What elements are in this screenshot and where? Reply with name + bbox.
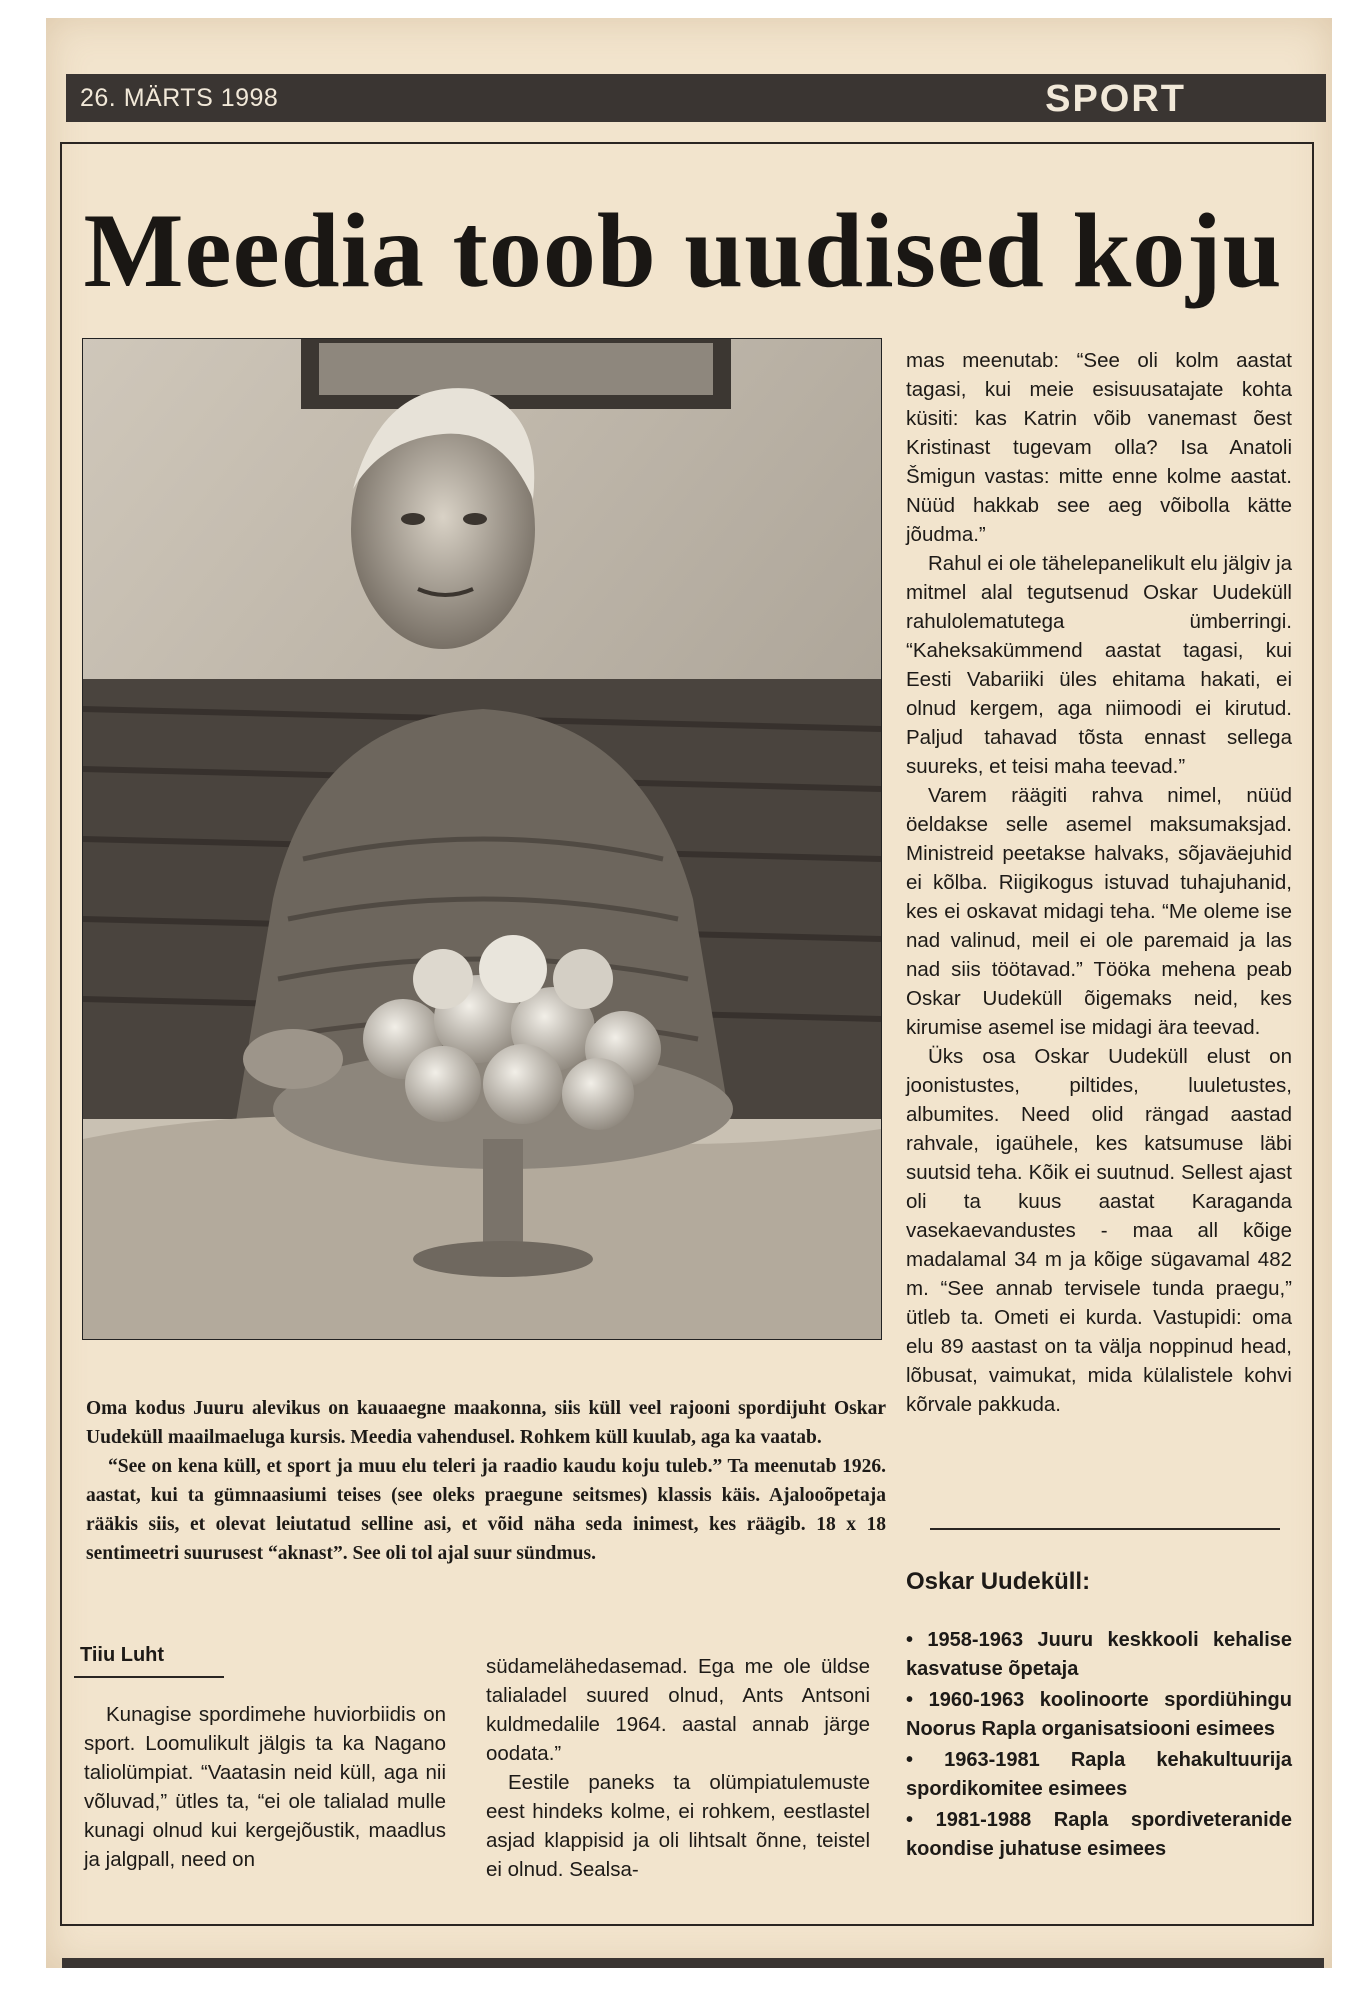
bio-item: • 1981-1988 Rapla spordiveteranide koondise juhatuse esimees xyxy=(906,1809,1292,1860)
article-paragraph: Rahul ei ole tähelepanelikult elu jälgiv ja mitmel alal tegutsenud Oskar Uudeküll rahulolematutega ümberringi. “Kaheksakümmend aastat tagasi, kui Eesti Vabariiki üles ehitama hakati, ei olnud kergem, aga niimoodi ei kirutud. Paljud tahavad tõsta ennast sellega suureks, et teisi maha teevad.” xyxy=(906,552,1292,778)
bio-list xyxy=(906,1626,1292,1866)
section-name: SPORT xyxy=(1045,78,1186,120)
page-bottom-bar xyxy=(62,1958,1324,1968)
issue-date: 26. MÄRTS 1998 xyxy=(80,84,279,112)
elderly-man-portrait-photo xyxy=(82,338,882,1340)
article-paragraph: Varem räägiti rahva nimel, nüüd öeldakse selle asemel maksumaksjad. Ministreid peetakse halvaks, sõjaväejuhid ei kõlba. Riigikogus istuvad tuhajuhanid, kes ei oskavat midagi teha. “Me oleme ise nad valinud, meil ei ole paremaid ja las nad siis töötavad.” Töökа mehena peab Oskar Uudeküll õigemaks neid, kes kirumise asemel ise midagi ära teevad. xyxy=(906,784,1292,1039)
article-headline: Meedia toob uudised koju xyxy=(83,192,1283,309)
bio-item: • 1960-1963 koolinoorte spordiühingu Noorus Rapla organisatsiooni esimees xyxy=(906,1689,1292,1740)
photo-caption xyxy=(86,1394,886,1568)
article-paragraph: Eestile paneks ta olümpiatulemuste eest hindeks kolme, ei rohkem, eestlastel asjad klappisid ja oli lihtsalt õnne, teistel ei olnud. Sealsa- xyxy=(486,1771,870,1881)
article-paragraph: Üks osa Oskar Uudeküll elust on joonistustes, piltides, luuletustes, albumites. Need olid rängad aastad rahvale, igaühele, kes katsumuse läbi suutsid teha. Kõik ei suutnud. Sellest ajast oli ta kuus aastat Karaganda vasekaevandustes - maa all kõige madalamal 34 m ja kõige sügavamal 482 m. “See annab tervisele tunda praegu,” ütleb ta. Ometi ei kurda. Vastupidi: oma elu 89 aastast on ta välja noppinud head, lõbusat, vaimukat, mida külalistele kohvi kõrvale pakkuda. xyxy=(906,1045,1292,1416)
author-byline: Tiiu Luht xyxy=(80,1644,165,1666)
article-paragraph: mas meenutab: “See oli kolm aastat tagasi, kui meie esisuusatajate kohta küsiti: kas Katrin võib vanemast õest Kristinast tugevam olla? Isa Anatoli Šmigun vastas: mitte enne kolme aastat. Nüüd hakkab see aeg võibolla kätte jõudma.” xyxy=(906,349,1292,546)
page-header-bar xyxy=(66,74,1326,122)
bio-item: • 1958-1963 Juuru keskkooli kehalise kasvatuse õpetaja xyxy=(906,1629,1292,1680)
bio-item: • 1963-1981 Rapla kehakultuurija spordikomitee esimees xyxy=(906,1749,1292,1800)
bio-box-title: Oskar Uudeküll: xyxy=(906,1568,1091,1595)
article-column-middle xyxy=(486,1652,870,1884)
article-paragraph: Kunagise spordimehe huviorbiidis on sport. Loomulikult jälgis ta ka Nagano taliolümpiat. “Vaatasin neid küll, aga nii võluvad,” ütles ta, “ei ole talialad mulle kunagi olnud kui kergejõustik, maadlus ja jalgpall, need on xyxy=(84,1703,446,1871)
caption-paragraph: Oma kodus Juuru alevikus on kauaaegne maakonna, siis küll veel rajooni spordijuht Oskar Uudeküll maailmaeluga kursis. Meedia vahendusel. Rohkem küll kuulab, aga ka vaatab. xyxy=(86,1398,886,1448)
caption-paragraph: “See on kena küll, et sport ja muu elu teleri ja raadio kaudu koju tuleb.” Ta meenutab 1926. aastat, kui ta gümnaasiumi teises (see oleks praegune seitsmes) klassis käis. Ajalooõpetaja rääkis siis, et olevat leiutatud selline asi, et võid näha seda inimest, kes räägib. 18 x 18 sentimeetri suurusest “aknast”. See oli tol ajal suur sündmus. xyxy=(86,1456,886,1564)
byline-divider xyxy=(74,1676,224,1678)
article-column-right xyxy=(906,346,1292,1419)
article-column-left xyxy=(84,1700,446,1874)
sidebar-divider xyxy=(930,1528,1280,1530)
article-paragraph: südamelähedasemad. Ega me ole üldse talialadel suured olnud, Ants Antsoni kuldmedalile 1964. aastal annab järge oodata.” xyxy=(486,1655,870,1765)
